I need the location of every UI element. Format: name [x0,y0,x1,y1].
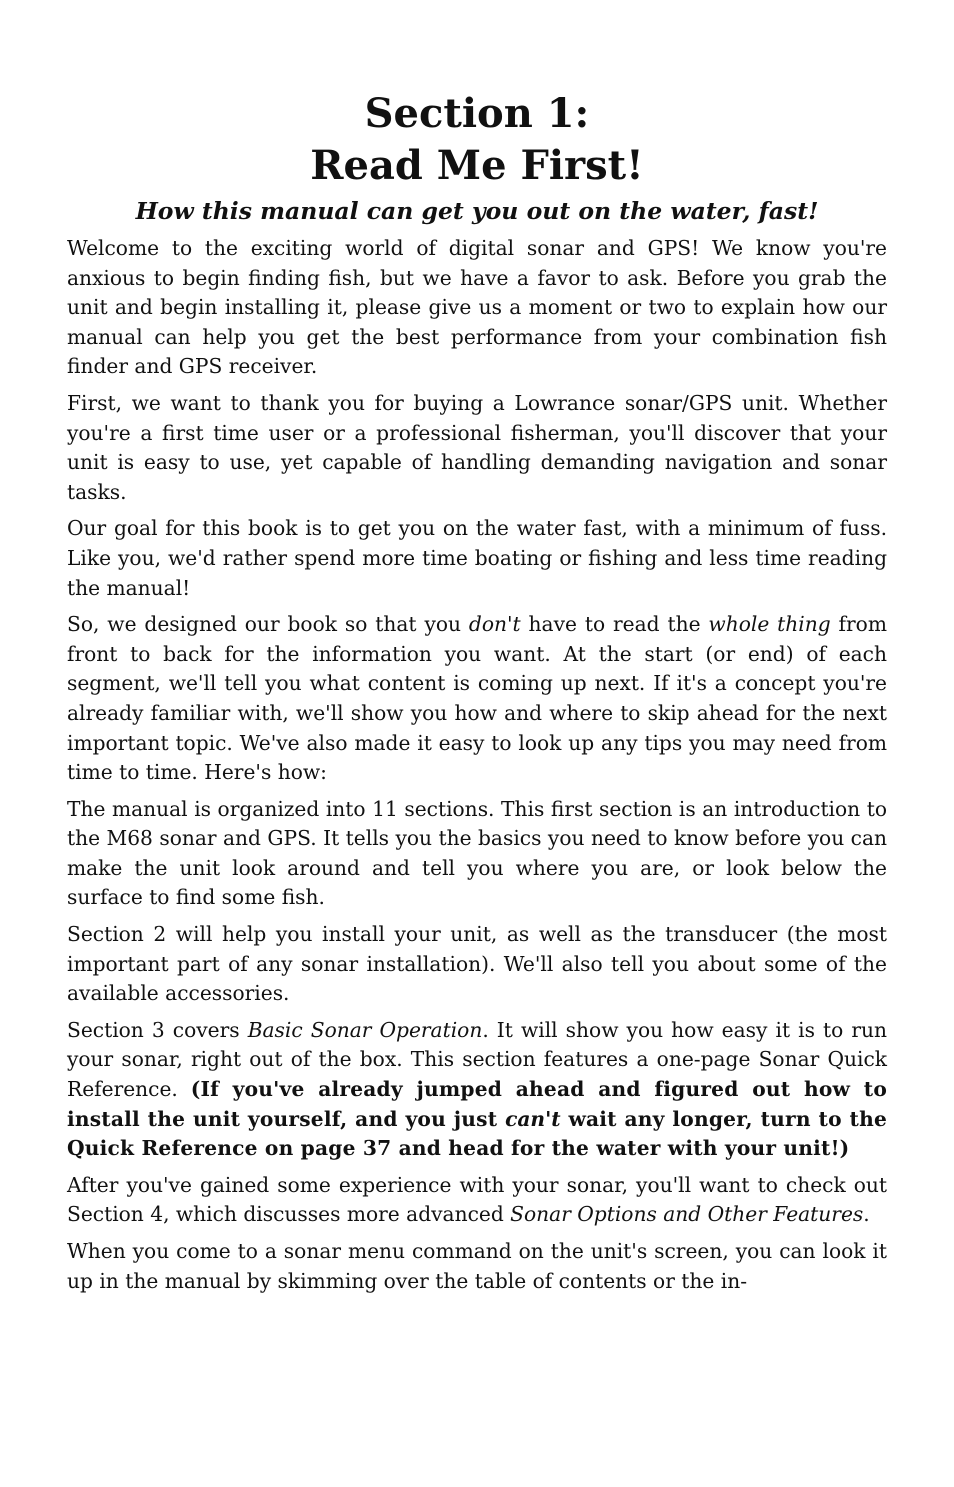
manual-page [67,88,887,1303]
paragraph-section-4 [67,1171,887,1230]
section-title [67,88,887,192]
text-run: have to read the [520,612,709,637]
bold-callout: (If you've already jumped ahead and figured out how to install the unit yourself, and you just [67,1077,887,1131]
text-run: . [863,1202,870,1227]
text-run: So, we designed our book so that you [67,612,469,637]
paragraph-section-3 [67,1016,887,1164]
emphasis-text: don't [468,612,521,637]
paragraph-section-2: Section 2 will help you install your unit, as well as the transducer (the most important part of any sonar installation). We'll also tell you about some of the available accessories. [67,922,887,1006]
paragraph-thanks: First, we want to thank you for buying a Lowrance sonar/GPS unit. Whether you're a first time user or a professional fisherman, you'll discover that your unit is easy to use, yet capable of handling demanding navigation and sonar tasks. [67,390,887,504]
text-run: After you've gained some experience with your sonar, you'll want to check out Section 4, which discusses more advanced [67,1172,887,1227]
paragraph-goal: Our goal for this book is to get you on the water fast, with a minimum of fuss. Like you, we'd rather spend more time boating or fishing and less time reading the manual! [67,516,887,600]
text-run: from front to back for the information you want. At the start (or end) of each segment, we'll tell you what content is coming up next. If it's a concept you're already familiar with, we'll show you how and where to skip ahead for the next important topic. We've also made it easy to look up any tips you may need from time to time. Here's how: [67,612,887,785]
paragraph-menu-lookup: When you come to a sonar menu command on the unit's screen, you can look it up in the manual by skimming over the table of contents or the in- [67,1239,887,1293]
paragraph-organization: The manual is organized into 11 sections. This first section is an introduction to the M68 sonar and GPS. It tells you the basics you need to know before you can make the unit look around and tell you where you are, or look below the surface to find some fish. [67,796,887,910]
paragraph-design [67,610,887,788]
bold-callout: wait any longer, turn to the Quick Reference on page 37 and head for the water with your unit!) [67,1106,887,1161]
bold-emphasis-text: can't [505,1106,561,1131]
section-number: Section 1: [364,90,590,137]
section-subtitle: How this manual can get you out on the water, fast! [135,197,819,225]
paragraph-welcome: Welcome to the exciting world of digital sonar and GPS! We know you're anxious to begin finding fish, but we have a favor to ask. Before you grab the unit and begin installing it, please give us a moment or two to explain how our manual can help you get the best performance from your combination fish finder and GPS receiver. [67,236,887,379]
text-run: Section 3 covers [67,1017,248,1042]
text-run: . It will show you how easy it is to run your sonar, right out of the box. This section features a one-page Sonar Quick Reference. [67,1017,887,1102]
emphasis-text: Sonar Options and Other Features [510,1202,864,1227]
emphasis-text: whole thing [708,612,831,637]
emphasis-text: Basic Sonar Operation [247,1017,483,1042]
section-name: Read Me First! [310,142,644,189]
